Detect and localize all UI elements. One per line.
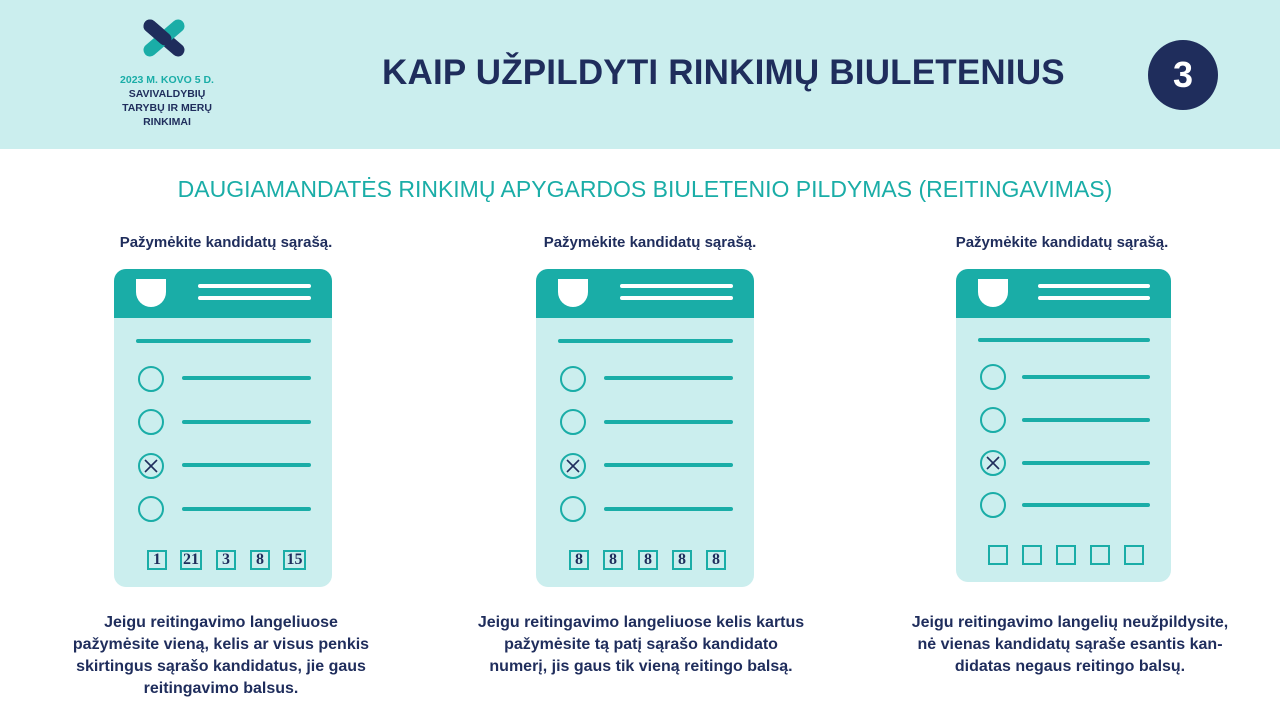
x-mark-icon xyxy=(566,459,580,473)
candidate-checkbox[interactable] xyxy=(980,407,1006,433)
caption-line: reitingavimo balsus. xyxy=(143,680,299,697)
ballot-header xyxy=(536,269,754,318)
x-mark-icon xyxy=(986,456,1000,470)
candidate-checkbox[interactable] xyxy=(560,409,586,435)
candidate-line xyxy=(182,420,311,424)
header-line xyxy=(198,284,311,288)
candidate-line xyxy=(182,463,311,467)
shield-icon xyxy=(558,279,588,307)
page-number-badge: 3 xyxy=(1148,40,1218,110)
section-subtitle: DAUGIAMANDATĖS RINKIMŲ APYGARDOS BIULETENIO PILDYMAS (REITINGAVIMAS) xyxy=(177,176,1113,202)
rank-box[interactable]: 8 xyxy=(603,550,623,570)
caption-line: didatas negaus reitingo balsų. xyxy=(954,658,1186,675)
rank-box[interactable]: 8 xyxy=(638,550,658,570)
header-line xyxy=(198,296,311,300)
header-line xyxy=(620,284,733,288)
candidate-checkbox-marked[interactable] xyxy=(560,453,586,479)
logo-line-3: RINKIMAI xyxy=(143,116,191,128)
rank-box[interactable]: 8 xyxy=(706,550,726,570)
ballot-1 xyxy=(114,269,332,587)
candidate-checkbox[interactable] xyxy=(138,366,164,392)
candidate-checkbox[interactable] xyxy=(980,364,1006,390)
rank-box[interactable]: 21 xyxy=(180,550,202,570)
candidate-checkbox[interactable] xyxy=(560,496,586,522)
candidate-line xyxy=(1022,461,1150,465)
column-3-title: Pažymėkite kandidatų sąrašą. xyxy=(955,234,1169,251)
column-2-caption xyxy=(456,612,826,678)
caption-line: Jeigu reitingavimo langeliuose kelis kartus xyxy=(477,614,805,631)
logo-line-2: TARYBŲ IR MERŲ xyxy=(122,102,212,114)
header-line xyxy=(620,296,733,300)
caption-line: pažymėsite vieną, kelis ar visus penkis xyxy=(72,636,370,653)
caption-line: Jeigu reitingavimo langelių neužpildysite, xyxy=(911,614,1229,631)
rank-box[interactable]: 8 xyxy=(250,550,270,570)
caption-line: skirtingus sąrašo kandidatus, jie gaus xyxy=(76,658,366,675)
rank-box[interactable]: 8 xyxy=(569,550,589,570)
candidate-line xyxy=(182,507,311,511)
candidate-line xyxy=(604,463,733,467)
rank-box[interactable] xyxy=(1090,545,1110,565)
candidate-line xyxy=(182,376,311,380)
shield-icon xyxy=(136,279,166,307)
logo-line-1: SAVIVALDYBIŲ xyxy=(128,88,206,100)
candidate-checkbox[interactable] xyxy=(138,409,164,435)
rank-box[interactable]: 8 xyxy=(672,550,692,570)
header-band xyxy=(0,0,1280,149)
candidate-line xyxy=(1022,503,1150,507)
caption-line: nė vienas kandidatų sąraše esantis kan- xyxy=(917,636,1223,653)
caption-line: Jeigu reitingavimo langeliuose xyxy=(104,614,338,631)
rank-box[interactable] xyxy=(1124,545,1144,565)
candidate-checkbox-marked[interactable] xyxy=(980,450,1006,476)
candidate-line xyxy=(1022,418,1150,422)
header-line xyxy=(1038,296,1150,300)
ballot-divider xyxy=(978,338,1150,342)
candidate-checkbox[interactable] xyxy=(980,492,1006,518)
ballot-header xyxy=(956,269,1171,318)
logo-x-icon xyxy=(141,17,187,59)
column-2-title: Pažymėkite kandidatų sąrašą. xyxy=(543,234,757,251)
caption-line: pažymėsite tą patį sąrašo kandidato xyxy=(504,636,778,653)
rank-box[interactable] xyxy=(988,545,1008,565)
candidate-line xyxy=(604,376,733,380)
column-1-title: Pažymėkite kandidatų sąrašą. xyxy=(119,234,333,251)
ballot-3 xyxy=(956,269,1171,582)
logo-date: 2023 M. KOVO 5 D. xyxy=(120,74,214,86)
candidate-line xyxy=(604,420,733,424)
column-1-caption xyxy=(36,612,406,700)
column-3-caption xyxy=(885,612,1255,678)
page-title: KAIP UŽPILDYTI RINKIMŲ BIULETENIUS xyxy=(382,53,1065,92)
ballot-header xyxy=(114,269,332,318)
header-line xyxy=(1038,284,1150,288)
rank-box[interactable]: 1 xyxy=(147,550,167,570)
candidate-line xyxy=(1022,375,1150,379)
candidate-checkbox-marked[interactable] xyxy=(138,453,164,479)
candidate-checkbox[interactable] xyxy=(138,496,164,522)
x-mark-icon xyxy=(144,459,158,473)
candidate-line xyxy=(604,507,733,511)
candidate-checkbox[interactable] xyxy=(560,366,586,392)
ballot-divider xyxy=(136,339,311,343)
logo-text xyxy=(92,73,242,129)
shield-icon xyxy=(978,279,1008,307)
rank-box[interactable]: 3 xyxy=(216,550,236,570)
ballot-divider xyxy=(558,339,733,343)
caption-line: numerį, jis gaus tik vieną reitingo balsą. xyxy=(489,658,793,675)
rank-box[interactable]: 15 xyxy=(283,550,306,570)
rank-box[interactable] xyxy=(1056,545,1076,565)
rank-box[interactable] xyxy=(1022,545,1042,565)
ballot-2 xyxy=(536,269,754,587)
